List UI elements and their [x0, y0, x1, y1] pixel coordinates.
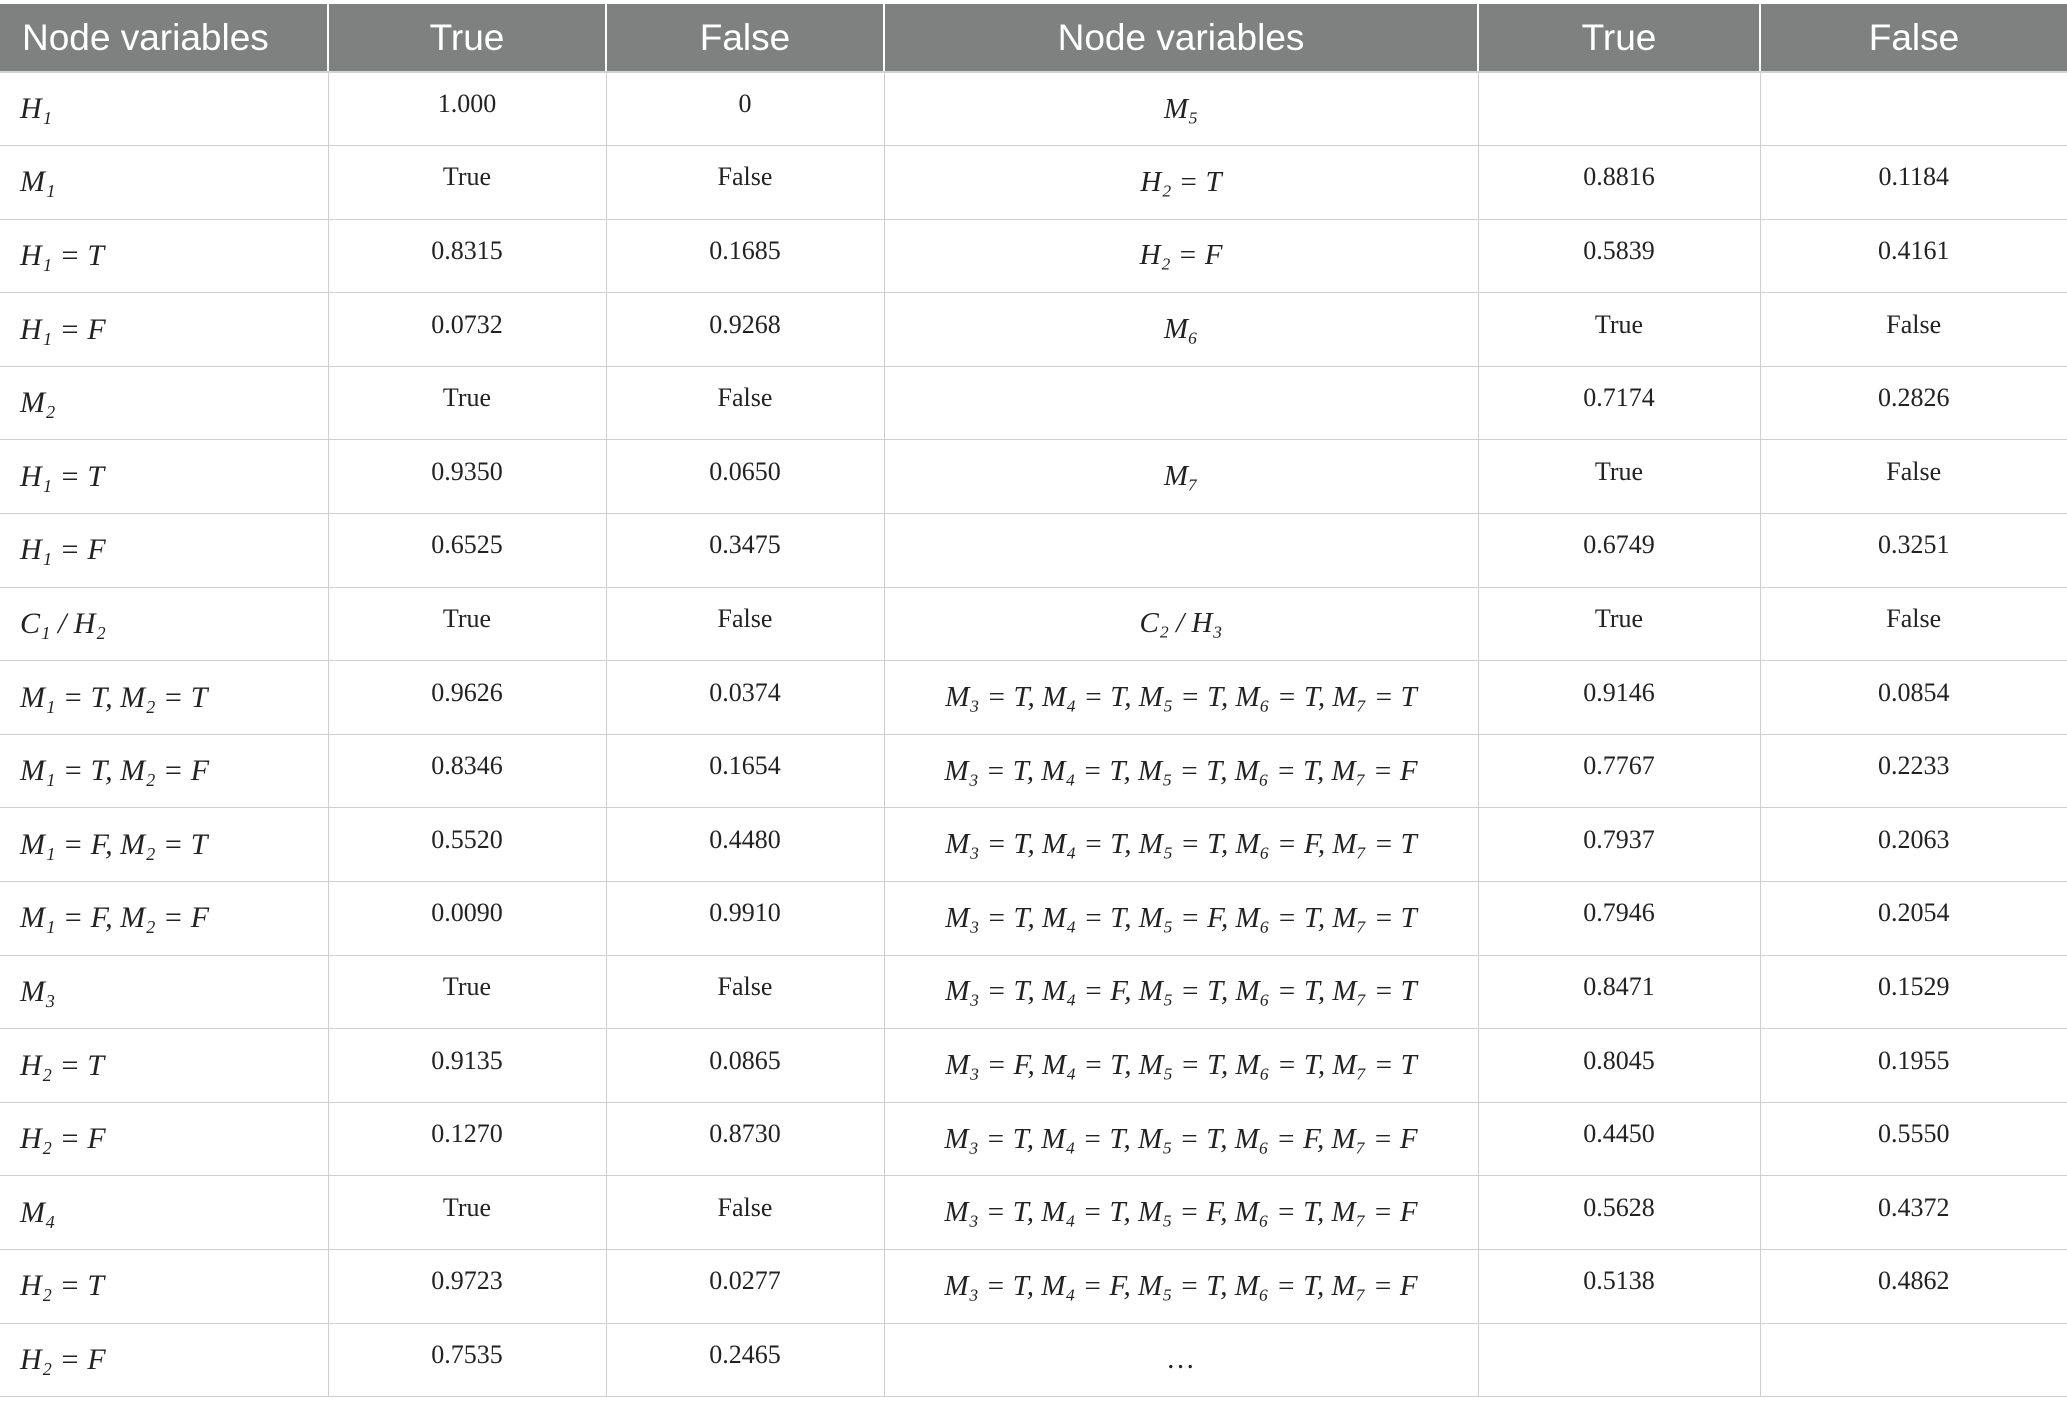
true-right-cell: 0.4450	[1478, 1102, 1760, 1176]
true-left-cell: 0.1270	[328, 1102, 606, 1176]
node-variable-left-cell: C₁ / H₂	[0, 587, 328, 661]
table-row	[0, 1323, 2067, 1397]
table-row	[0, 955, 2067, 1029]
false-left-cell: 0.8730	[606, 1102, 884, 1176]
node-variable-left-cell: M₁	[0, 146, 328, 220]
node-variable-left-cell: H₁ = F	[0, 514, 328, 588]
false-right-cell: 0.4862	[1760, 1250, 2067, 1324]
node-variable-left-cell: H₁ = T	[0, 219, 328, 293]
true-left-cell: 0.8346	[328, 734, 606, 808]
false-right-cell: 0.1955	[1760, 1029, 2067, 1103]
table-row	[0, 1029, 2067, 1103]
true-right-cell: 0.6749	[1478, 514, 1760, 588]
node-variable-right-cell: …	[884, 1323, 1478, 1397]
table-row	[0, 1176, 2067, 1250]
true-left-cell: 0.9723	[328, 1250, 606, 1324]
false-left-cell: False	[606, 366, 884, 440]
node-variable-left-cell: H₂ = T	[0, 1029, 328, 1103]
true-right-cell: 0.7767	[1478, 734, 1760, 808]
node-variable-right-cell: M₃ = T, M₄ = T, M₅ = T, M₆ = F, M₇ = F	[884, 1102, 1478, 1176]
table-row	[0, 293, 2067, 367]
true-left-cell: 0.7535	[328, 1323, 606, 1397]
true-left-cell: True	[328, 1176, 606, 1250]
false-right-cell: 0.2063	[1760, 808, 2067, 882]
false-left-cell: 0.0374	[606, 661, 884, 735]
true-right-cell: 0.7174	[1478, 366, 1760, 440]
false-right-cell: 0.2826	[1760, 366, 2067, 440]
node-variable-left-cell: M₁ = F, M₂ = T	[0, 808, 328, 882]
true-right-cell: 0.9146	[1478, 661, 1760, 735]
true-left-cell: 0.5520	[328, 808, 606, 882]
node-variable-right-cell: M₃ = T, M₄ = T, M₅ = T, M₆ = T, M₇ = F	[884, 734, 1478, 808]
false-left-cell: 0.4480	[606, 808, 884, 882]
header-false-2: False	[1760, 4, 2067, 72]
node-variable-left-cell: M₃	[0, 955, 328, 1029]
false-right-cell: 0.1184	[1760, 146, 2067, 220]
table-row	[0, 661, 2067, 735]
true-right-cell: True	[1478, 587, 1760, 661]
node-variable-left-cell: H₂ = T	[0, 1250, 328, 1324]
node-variable-right-cell: M₃ = T, M₄ = F, M₅ = T, M₆ = T, M₇ = T	[884, 955, 1478, 1029]
node-variable-right-cell	[884, 514, 1478, 588]
header-true-2: True	[1478, 4, 1760, 72]
node-variable-right-cell	[884, 366, 1478, 440]
true-right-cell: 0.5138	[1478, 1250, 1760, 1324]
false-right-cell: False	[1760, 293, 2067, 367]
false-right-cell	[1760, 1323, 2067, 1397]
true-left-cell: 0.0732	[328, 293, 606, 367]
false-right-cell: 0.4372	[1760, 1176, 2067, 1250]
true-right-cell	[1478, 1323, 1760, 1397]
false-left-cell: False	[606, 146, 884, 220]
node-variable-left-cell: H₁ = F	[0, 293, 328, 367]
header-row	[0, 4, 2067, 72]
false-left-cell: 0	[606, 72, 884, 146]
false-left-cell: 0.1685	[606, 219, 884, 293]
node-variable-left-cell: H₁ = T	[0, 440, 328, 514]
false-right-cell: 0.2054	[1760, 882, 2067, 956]
false-right-cell: 0.2233	[1760, 734, 2067, 808]
true-right-cell: 0.7946	[1478, 882, 1760, 956]
false-left-cell: False	[606, 1176, 884, 1250]
node-variable-right-cell: C₂ / H₃	[884, 587, 1478, 661]
true-left-cell: 0.9135	[328, 1029, 606, 1103]
node-variable-left-cell: M₁ = F, M₂ = F	[0, 882, 328, 956]
true-left-cell: 0.8315	[328, 219, 606, 293]
true-right-cell: 0.8816	[1478, 146, 1760, 220]
false-left-cell: False	[606, 955, 884, 1029]
node-variable-right-cell: M₃ = T, M₄ = F, M₅ = T, M₆ = T, M₇ = F	[884, 1250, 1478, 1324]
node-variable-right-cell: H₂ = T	[884, 146, 1478, 220]
false-right-cell: 0.1529	[1760, 955, 2067, 1029]
node-variable-left-cell: M₂	[0, 366, 328, 440]
true-right-cell: 0.7937	[1478, 808, 1760, 882]
false-left-cell: 0.3475	[606, 514, 884, 588]
node-variable-left-cell: H₁	[0, 72, 328, 146]
false-left-cell: 0.1654	[606, 734, 884, 808]
table-row	[0, 734, 2067, 808]
node-variable-right-cell: M₃ = T, M₄ = T, M₅ = F, M₆ = T, M₇ = T	[884, 882, 1478, 956]
table-row	[0, 514, 2067, 588]
false-left-cell: 0.9268	[606, 293, 884, 367]
true-left-cell: 0.0090	[328, 882, 606, 956]
true-left-cell: True	[328, 955, 606, 1029]
true-right-cell: 0.8471	[1478, 955, 1760, 1029]
true-right-cell: 0.5839	[1478, 219, 1760, 293]
false-left-cell: 0.0865	[606, 1029, 884, 1103]
header-true-1: True	[328, 4, 606, 72]
node-variable-right-cell: M₇	[884, 440, 1478, 514]
true-right-cell: 0.8045	[1478, 1029, 1760, 1103]
false-left-cell: 0.0277	[606, 1250, 884, 1324]
true-right-cell: 0.5628	[1478, 1176, 1760, 1250]
false-left-cell: 0.2465	[606, 1323, 884, 1397]
node-variable-right-cell: M₅	[884, 72, 1478, 146]
true-right-cell	[1478, 72, 1760, 146]
true-left-cell: 0.9626	[328, 661, 606, 735]
table-row	[0, 440, 2067, 514]
false-left-cell: 0.9910	[606, 882, 884, 956]
node-variable-left-cell: M₁ = T, M₂ = F	[0, 734, 328, 808]
node-variable-right-cell: M₆	[884, 293, 1478, 367]
table-row	[0, 882, 2067, 956]
table-body	[0, 72, 2067, 1397]
node-variable-left-cell: M₄	[0, 1176, 328, 1250]
false-right-cell: 0.4161	[1760, 219, 2067, 293]
node-variable-right-cell: M₃ = F, M₄ = T, M₅ = T, M₆ = T, M₇ = T	[884, 1029, 1478, 1103]
conditional-probability-table	[0, 4, 2067, 1397]
false-left-cell: 0.0650	[606, 440, 884, 514]
true-left-cell: True	[328, 366, 606, 440]
false-right-cell: False	[1760, 587, 2067, 661]
false-right-cell: 0.0854	[1760, 661, 2067, 735]
table-row	[0, 808, 2067, 882]
true-left-cell: True	[328, 587, 606, 661]
header-node-variables-2: Node variables	[884, 4, 1478, 72]
node-variable-right-cell: M₃ = T, M₄ = T, M₅ = T, M₆ = F, M₇ = T	[884, 808, 1478, 882]
node-variable-right-cell: M₃ = T, M₄ = T, M₅ = T, M₆ = T, M₇ = T	[884, 661, 1478, 735]
true-left-cell: 0.9350	[328, 440, 606, 514]
false-right-cell: False	[1760, 440, 2067, 514]
table-row	[0, 72, 2067, 146]
table-row	[0, 146, 2067, 220]
false-right-cell: 0.3251	[1760, 514, 2067, 588]
table-row	[0, 366, 2067, 440]
true-left-cell: 0.6525	[328, 514, 606, 588]
table-row	[0, 587, 2067, 661]
false-left-cell: False	[606, 587, 884, 661]
node-variable-left-cell: M₁ = T, M₂ = T	[0, 661, 328, 735]
true-right-cell: True	[1478, 293, 1760, 367]
node-variable-right-cell: H₂ = F	[884, 219, 1478, 293]
table-row	[0, 1250, 2067, 1324]
false-right-cell	[1760, 72, 2067, 146]
false-right-cell: 0.5550	[1760, 1102, 2067, 1176]
node-variable-right-cell: M₃ = T, M₄ = T, M₅ = F, M₆ = T, M₇ = F	[884, 1176, 1478, 1250]
node-variable-left-cell: H₂ = F	[0, 1323, 328, 1397]
node-variable-left-cell: H₂ = F	[0, 1102, 328, 1176]
true-left-cell: True	[328, 146, 606, 220]
true-left-cell: 1.000	[328, 72, 606, 146]
header-node-variables-1: Node variables	[0, 4, 328, 72]
table-row	[0, 1102, 2067, 1176]
header-false-1: False	[606, 4, 884, 72]
true-right-cell: True	[1478, 440, 1760, 514]
table-row	[0, 219, 2067, 293]
